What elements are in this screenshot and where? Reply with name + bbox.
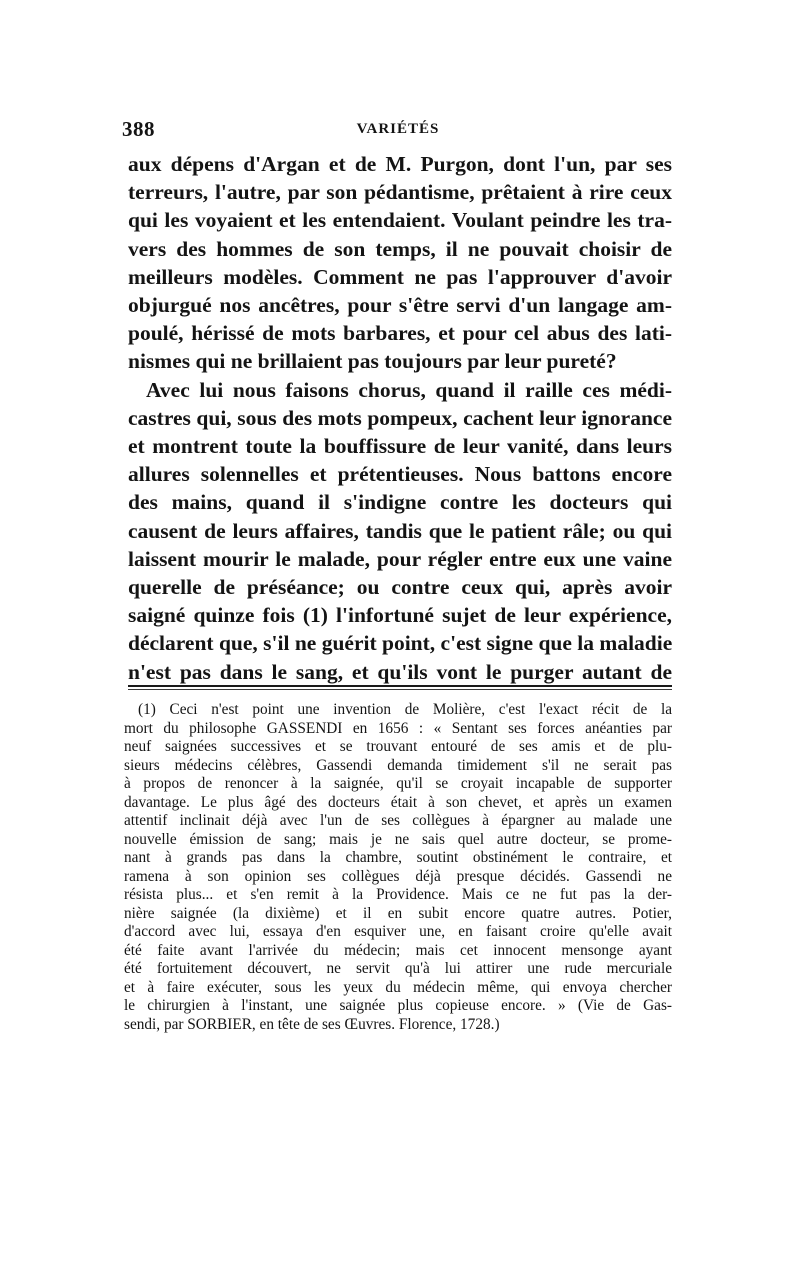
running-title: VARIÉTÉS — [356, 121, 440, 137]
footnote-line: été faite avant l'arrivée du médecin; mais cet innocent mensonge ayant — [124, 941, 672, 959]
text-line: qui les voyaient et les entendaient. Voulant peindre les tra- — [128, 208, 672, 233]
text-line: Avec lui nous faisons chorus, quand il raille ces médi- — [146, 377, 672, 402]
footnote-line: ramena à son opinion ses collègues déjà presque décidés. Gassendi ne — [124, 867, 672, 885]
text-line: allures solennelles et prétentieuses. Nous battons encore — [128, 462, 672, 487]
text-line: n'est pas dans le sang, et qu'ils vont le purger autant de — [128, 659, 672, 684]
text-line: laissent mourir le malade, pour régler entre eux une vaine — [128, 546, 672, 571]
text-line: et montrent toute la bouffissure de leur vanité, dans leurs — [128, 434, 672, 459]
footnote-line: à propos de renoncer à la saignée, qu'il se croyait incapable de supporter — [124, 775, 672, 792]
text-line: nismes qui ne brillaient pas toujours par leur pureté? — [128, 349, 617, 374]
text-line: poulé, hérissé de mots barbares, et pour cel abus des lati- — [128, 321, 672, 346]
main-text — [128, 150, 672, 686]
footnote-line: sieurs médecins célèbres, Gassendi demanda timidement s'il ne serait pas — [124, 756, 672, 774]
footnote-line: et à faire exécuter, sous les yeux du médecin même, qui envoya chercher — [124, 978, 672, 996]
footnote-line: résista plus... et s'en remit à la Providence. Mais ce ne fut pas la der- — [124, 886, 672, 903]
page-number: 388 — [122, 117, 155, 141]
footnote-line: davantage. Le plus âgé des docteurs était à son chevet, et après un examen — [124, 793, 672, 811]
footnote-divider-thin — [128, 689, 672, 690]
text-line: causent de leurs affaires, tandis que le patient râle; ou qui — [128, 518, 672, 543]
text-line: saigné quinze fois (1) l'infortuné sujet de leur expérience, — [128, 603, 672, 628]
text-line: des mains, quand il s'indigne contre les docteurs qui — [128, 490, 672, 515]
footnote-line: nière saignée (la dixième) et il en subit encore quatre autres. Potier, — [124, 904, 672, 922]
footnote-line: nant à grands pas dans la chambre, soutint obstinément le contraire, et — [124, 849, 672, 866]
footnote-line: le chirurgien à l'instant, une saignée plus copieuse encore. » (Vie de Gas- — [124, 997, 672, 1014]
footnote-line: sendi, par SORBIER, en tête de ses Œuvres. Florence, 1728.) — [124, 1015, 500, 1033]
footnote-line: d'accord avec lui, essaya d'en esquiver une, en faisant croire qu'elle avait — [124, 923, 672, 940]
text-line: objurgué nos ancêtres, pour s'être servi d'un langage am- — [128, 293, 672, 318]
footnote — [124, 701, 672, 1034]
text-line: meilleurs modèles. Comment ne pas l'approuver d'avoir — [128, 264, 672, 289]
text-line: terreurs, l'autre, par son pédantisme, prêtaient à rire ceux — [128, 180, 672, 205]
text-line: aux dépens d'Argan et de M. Purgon, dont l'un, par ses — [128, 152, 672, 176]
footnote-divider — [128, 685, 672, 687]
page-header — [122, 117, 674, 141]
text-line: castres qui, sous des mots pompeux, cachent leur ignorance — [128, 405, 672, 430]
text-line: vers des hommes de son temps, il ne pouvait choisir de — [128, 236, 672, 261]
footnote-line: été fortuitement découvert, ne servit qu'à lui attirer une rude mercuriale — [124, 960, 672, 977]
text-line: déclarent que, s'il ne guérit point, c'est signe que la maladie — [128, 631, 673, 656]
footnote-line: nouvelle émission de sang; mais je ne sais quel autre docteur, se prome- — [124, 830, 672, 848]
footnote-line: (1) Ceci n'est point une invention de Molière, c'est l'exact récit de la — [138, 701, 672, 718]
footnote-line: neuf saignées successives et se trouvant entouré de ses amis et de plu- — [124, 738, 672, 755]
text-line: querelle de préséance; ou contre ceux qui, après avoir — [128, 575, 672, 600]
footnote-line: attentif inclinait déjà avec l'un de ses collègues à épargner au malade une — [124, 812, 672, 829]
footnote-line: mort du philosophe GASSENDI en 1656 : « Sentant ses forces anéanties par — [124, 719, 672, 737]
